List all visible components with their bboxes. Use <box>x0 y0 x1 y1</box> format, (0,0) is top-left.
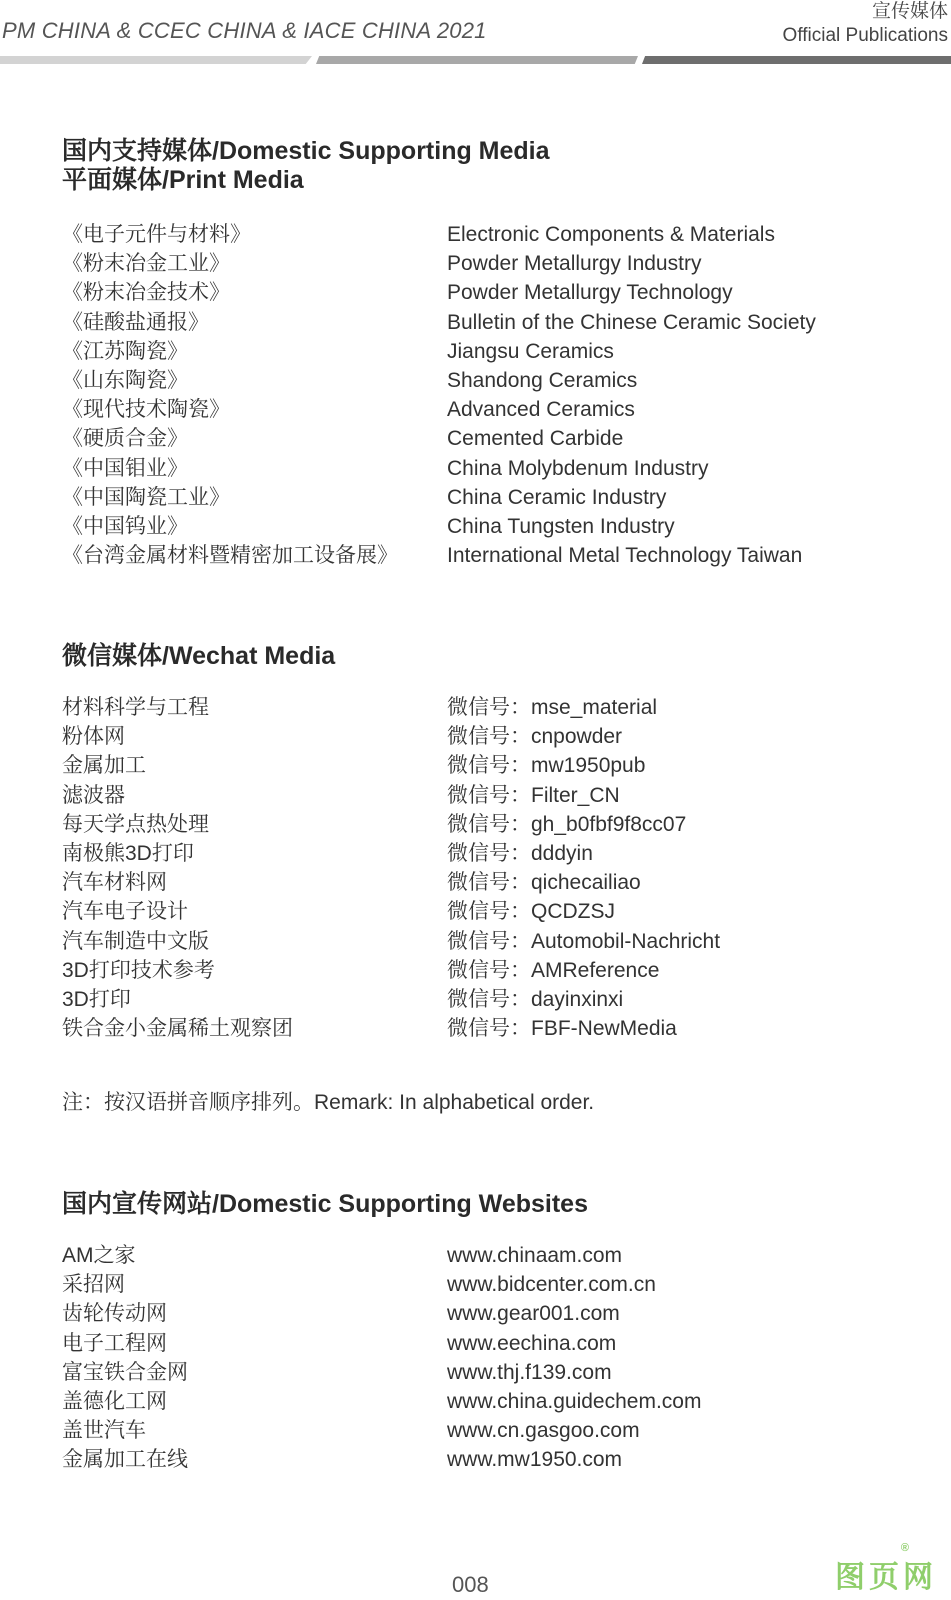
list-item <box>62 1241 942 1270</box>
publication-cn: 《江苏陶瓷》 <box>62 339 188 363</box>
website-name: 金属加工在线 <box>62 1448 188 1472</box>
list-item <box>62 1270 942 1299</box>
publication-en: Shandong Ceramics <box>447 368 638 392</box>
publication-cn: 《电子元件与材料》 <box>62 223 251 246</box>
wechat-account-name: 粉体网 <box>62 725 125 749</box>
header-title: PM CHINA & CCEC CHINA & IACE CHINA 2021 <box>2 18 487 43</box>
list-item <box>62 541 942 570</box>
print-media-heading: 平面媒体/Print Media <box>62 166 304 194</box>
list-item <box>62 693 942 722</box>
wechat-account-id: 微信号：Automobil-Nachricht <box>447 929 721 953</box>
list-item <box>62 308 942 337</box>
website-url: www.mw1950.com <box>447 1448 623 1472</box>
wechat-account-id: 微信号：FBF-NewMedia <box>447 1017 677 1041</box>
website-url: www.china.guidechem.com <box>447 1389 702 1413</box>
wechat-account-id: 微信号：dddyin <box>447 841 593 865</box>
wechat-account-id: 微信号：Filter_CN <box>447 783 620 807</box>
wechat-account-name: 金属加工 <box>62 754 146 778</box>
watermark-text: 图页网 <box>835 1561 937 1594</box>
list-item <box>62 897 942 926</box>
wechat-account-id: 微信号：gh_b0fbf9f8cc07 <box>447 812 687 836</box>
website-name: AM之家 <box>62 1244 136 1267</box>
website-name: 采招网 <box>62 1273 125 1297</box>
website-name: 盖世汽车 <box>62 1419 146 1443</box>
page-number: 008 <box>452 1572 489 1597</box>
list-item <box>62 722 942 751</box>
wechat-account-name: 3D打印技术参考 <box>62 958 215 982</box>
list-item <box>62 220 942 249</box>
list-item <box>62 868 942 897</box>
website-name: 齿轮传动网 <box>62 1302 167 1326</box>
websites-list <box>62 1241 942 1475</box>
publication-en: China Ceramic Industry <box>447 485 667 509</box>
list-item <box>62 1358 942 1387</box>
header-divider-bar <box>0 56 951 64</box>
website-name: 盖德化工网 <box>62 1389 167 1413</box>
list-item <box>62 512 942 541</box>
publication-cn: 《硅酸盐通报》 <box>62 310 209 334</box>
publication-en: Powder Metallurgy Industry <box>447 252 702 276</box>
header-section-en: Official Publications <box>782 25 948 46</box>
wechat-account-name: 汽车制造中文版 <box>62 929 209 953</box>
publication-en: International Metal Technology Taiwan <box>447 544 803 568</box>
domestic-media-heading: 国内支持媒体/Domestic Supporting Media <box>62 137 550 165</box>
websites-heading: 国内宣传网站/Domestic Supporting Websites <box>62 1190 588 1218</box>
publication-cn: 《山东陶瓷》 <box>62 368 188 392</box>
wechat-account-name: 汽车电子设计 <box>62 900 188 924</box>
wechat-account-id: 微信号：QCDZSJ <box>447 900 615 924</box>
publication-cn: 《粉末冶金工业》 <box>62 252 230 276</box>
watermark-logo <box>835 1542 937 1596</box>
website-url: www.thj.f139.com <box>447 1360 612 1384</box>
publication-cn: 《中国钨业》 <box>62 514 188 538</box>
print-media-list <box>62 220 942 570</box>
wechat-account-name: 汽车材料网 <box>62 871 167 895</box>
publication-en: Cemented Carbide <box>447 427 624 451</box>
list-item <box>62 1445 942 1474</box>
website-url: www.gear001.com <box>447 1302 620 1326</box>
remark-note: 注：按汉语拼音顺序排列。Remark: In alphabetical order. <box>62 1091 595 1114</box>
wechat-account-name: 滤波器 <box>62 783 125 807</box>
header-bar-segment <box>0 56 312 64</box>
website-name: 富宝铁合金网 <box>62 1360 188 1384</box>
list-item <box>62 1299 942 1328</box>
list-item <box>62 1387 942 1416</box>
publication-en: Jiangsu Ceramics <box>447 339 614 363</box>
list-item <box>62 395 942 424</box>
print-media-title <box>62 137 550 195</box>
wechat-account-name: 每天学点热处理 <box>62 812 209 836</box>
list-item <box>62 810 942 839</box>
wechat-account-id: 微信号：AMReference <box>447 958 660 982</box>
list-item <box>62 781 942 810</box>
wechat-account-id: 微信号：mse_material <box>447 696 658 719</box>
list-item <box>62 751 942 780</box>
wechat-account-id: 微信号：dayinxinxi <box>447 987 624 1011</box>
header-bar-segment <box>316 56 638 64</box>
list-item <box>62 1416 942 1445</box>
publication-en: Powder Metallurgy Technology <box>447 281 733 305</box>
list-item <box>62 1014 942 1043</box>
list-item <box>62 927 942 956</box>
publication-en: China Molybdenum Industry <box>447 456 709 480</box>
registered-mark: ® <box>900 1542 909 1554</box>
list-item <box>62 337 942 366</box>
list-item <box>62 249 942 278</box>
publication-en: Electronic Components & Materials <box>447 223 775 246</box>
list-item <box>62 1329 942 1358</box>
list-item <box>62 424 942 453</box>
website-url: www.bidcenter.com.cn <box>447 1273 656 1297</box>
wechat-account-name: 南极熊3D打印 <box>62 841 194 865</box>
publication-cn: 《粉末冶金技术》 <box>62 281 230 305</box>
publication-cn: 《现代技术陶瓷》 <box>62 398 230 422</box>
list-item <box>62 985 942 1014</box>
publication-cn: 《台湾金属材料暨精密加工设备展》 <box>62 544 398 568</box>
website-url: www.cn.gasgoo.com <box>447 1419 640 1443</box>
website-url: www.eechina.com <box>447 1331 617 1355</box>
list-item <box>62 483 942 512</box>
list-item <box>62 839 942 868</box>
wechat-account-name: 材料科学与工程 <box>62 696 209 719</box>
website-url: www.chinaam.com <box>447 1244 623 1267</box>
list-item <box>62 366 942 395</box>
publication-en: Advanced Ceramics <box>447 398 635 422</box>
header-section <box>783 0 948 48</box>
wechat-account-id: 微信号：qichecailiao <box>447 871 641 895</box>
header-bar-segment <box>642 56 951 64</box>
wechat-account-name: 铁合金小金属稀土观察团 <box>62 1017 293 1041</box>
wechat-account-id: 微信号：cnpowder <box>447 725 623 749</box>
publication-cn: 《中国钼业》 <box>62 456 188 480</box>
list-item <box>62 454 942 483</box>
publication-cn: 《硬质合金》 <box>62 427 188 451</box>
publication-en: China Tungsten Industry <box>447 514 675 538</box>
list-item <box>62 278 942 307</box>
publication-en: Bulletin of the Chinese Ceramic Society <box>447 310 816 334</box>
list-item <box>62 956 942 985</box>
website-name: 电子工程网 <box>62 1331 167 1355</box>
publication-cn: 《中国陶瓷工业》 <box>62 485 230 509</box>
wechat-media-heading: 微信媒体/Wechat Media <box>62 642 336 670</box>
wechat-account-id: 微信号：mw1950pub <box>447 754 646 778</box>
wechat-media-list <box>62 693 942 1043</box>
header-section-cn: 宣传媒体 <box>871 1 948 22</box>
wechat-account-name: 3D打印 <box>62 987 131 1011</box>
